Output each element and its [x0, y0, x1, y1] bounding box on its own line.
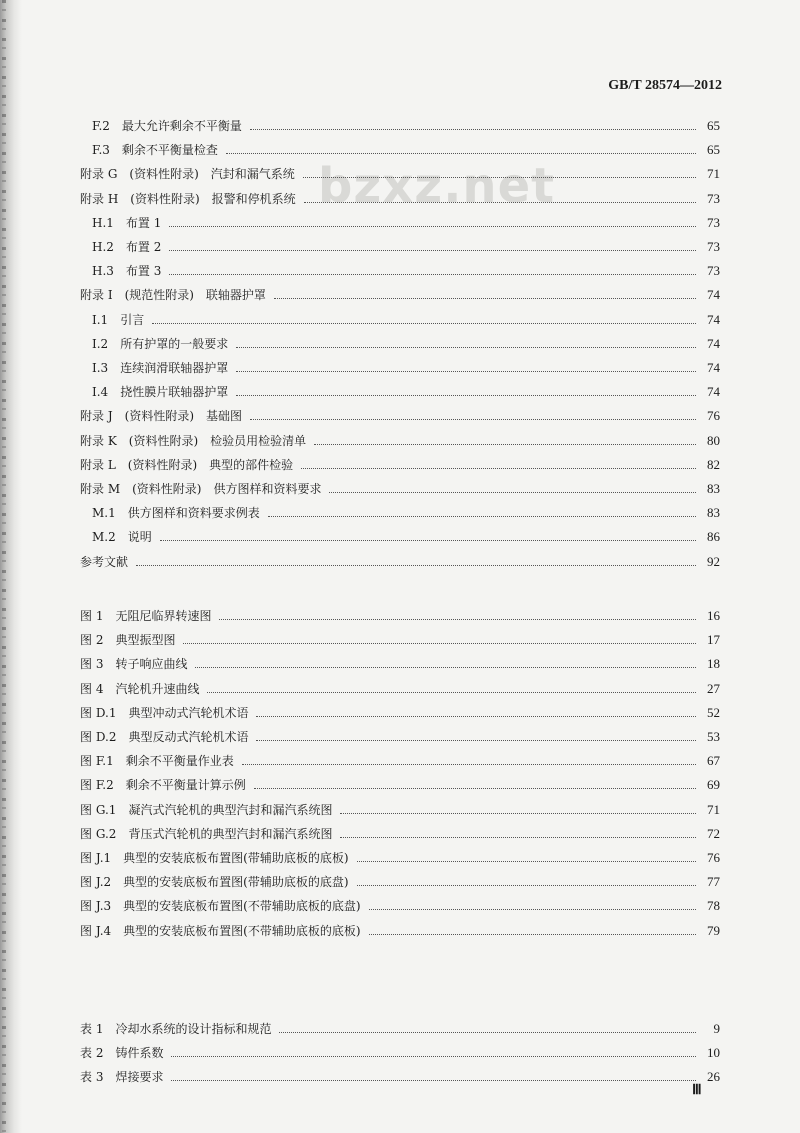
toc-entry [80, 773, 720, 793]
toc-entry-number: 附录 L [80, 457, 116, 472]
toc-entry-page: 16 [707, 608, 720, 623]
dot-leader [195, 666, 696, 668]
dot-leader [340, 812, 696, 814]
toc-entry-title: (资料性附录) 基础图 [124, 409, 243, 424]
dot-leader [171, 1055, 696, 1057]
toc-entry-page: 80 [707, 432, 720, 448]
toc-entry [80, 628, 720, 648]
toc-entry-title: 布置 2 [125, 240, 162, 254]
dot-leader [169, 225, 696, 227]
toc-entry-number: 表 1 [80, 1022, 104, 1036]
toc-entry-page: 74 [707, 335, 720, 351]
dot-leader [279, 1031, 696, 1033]
toc-entry [92, 332, 720, 352]
toc-entry-page: 69 [707, 777, 720, 793]
toc-entry-page: 74 [707, 360, 720, 375]
toc-entry-number: 图 J.3 [80, 899, 112, 914]
toc-entry [80, 677, 720, 697]
dot-leader [236, 394, 696, 396]
toc-entry-page: 9 [713, 1021, 720, 1036]
dot-leader [152, 322, 696, 324]
toc-entry-page: 73 [707, 239, 720, 254]
toc-entry-title: 无阻尼临界转速图 [115, 609, 212, 623]
toc-entry [80, 1041, 720, 1061]
toc-entry-title: 典型的安装底板布置图(不带辅助底板的底盘) [123, 899, 361, 914]
toc-entry-title: 说明 [127, 530, 152, 545]
toc-entry-page: 72 [707, 825, 720, 841]
toc-entry-title: 所有护罩的一般要求 [120, 336, 229, 351]
dot-leader [236, 370, 696, 372]
toc-entry-number: 图 D.1 [80, 705, 117, 720]
toc-entry-title: 布置 3 [125, 264, 162, 279]
toc-entry-number: 图 F.1 [80, 754, 114, 769]
toc-entry [92, 235, 720, 255]
dot-leader [250, 128, 696, 130]
toc-entry [80, 283, 720, 303]
toc-entry-number: 图 G.1 [80, 802, 117, 817]
toc-entry-title: 典型的安装底板布置图(不带辅助底板的底板) [123, 923, 361, 938]
toc-entry-page: 27 [707, 680, 720, 696]
toc-entry-number: M.1 [92, 506, 116, 521]
toc-entry-number: I.3 [92, 361, 109, 375]
toc-entry-number: H.3 [92, 264, 114, 279]
dot-leader [160, 539, 696, 541]
dot-leader [301, 467, 696, 469]
toc-entry-title: 连续润滑联轴器护罩 [120, 361, 229, 375]
toc-entry [92, 259, 720, 279]
dot-leader [268, 515, 696, 517]
toc-entry-number: H.1 [92, 215, 114, 230]
toc-entry-title: (资料性附录) 汽封和漏气系统 [129, 167, 295, 182]
dot-leader [369, 933, 696, 935]
toc-entry-title: 布置 1 [125, 215, 162, 230]
toc-entry-number: I.2 [92, 336, 109, 351]
dot-leader [236, 346, 696, 348]
toc-entry-title: 转子响应曲线 [115, 657, 188, 672]
toc-entry-page: 77 [707, 874, 720, 890]
toc-entry-title: (规范性附录) 联轴器护罩 [124, 288, 266, 303]
toc-entry-page: 67 [707, 753, 720, 769]
toc-entry-title: (资料性附录) 供方图样和资料要求 [132, 482, 322, 496]
toc-entry [92, 114, 720, 134]
toc-entry [80, 404, 720, 424]
toc-entry-page: 73 [707, 214, 720, 230]
toc-entry-title: 剩余不平衡量计算示例 [125, 778, 246, 793]
toc-entry-page: 52 [707, 704, 720, 720]
toc-entry [80, 550, 720, 570]
dot-leader [183, 642, 696, 644]
dot-leader [304, 201, 696, 203]
toc-entry-page: 78 [707, 898, 720, 914]
toc-entry-title: 铸件系数 [115, 1046, 164, 1061]
dot-leader [254, 787, 696, 789]
toc-entry-title: 背压式汽轮机的典型汽封和漏汽系统图 [128, 826, 333, 841]
toc-entry [80, 187, 720, 207]
toc-entry-page: 76 [707, 408, 720, 424]
toc-entry-number: 附录 J [80, 409, 113, 424]
dot-leader [136, 564, 696, 566]
toc-entry-page: 53 [707, 729, 720, 744]
toc-entry-number: I.1 [92, 312, 109, 327]
toc-entry-page: 74 [707, 287, 720, 303]
toc-entry [80, 1065, 720, 1085]
toc-entry-page: 86 [707, 529, 720, 545]
toc-entry-title: 参考文献 [80, 554, 129, 569]
toc-entry-title: 剩余不平衡量检查 [121, 143, 218, 158]
toc-entry-number: 附录 M [80, 482, 121, 496]
toc-entry-number: 图 F.2 [80, 778, 114, 793]
toc-entry [92, 501, 720, 521]
toc-entry-number: 图 G.2 [80, 826, 117, 841]
toc-entry-page: 73 [707, 263, 720, 279]
toc-entry-page: 65 [707, 142, 720, 158]
dot-leader [357, 884, 696, 886]
toc-entry-number: 图 J.2 [80, 875, 112, 890]
toc-entry-number: 图 D.2 [80, 730, 117, 744]
toc-entry [80, 429, 720, 449]
dot-leader [169, 249, 696, 251]
dot-leader [207, 691, 696, 693]
dot-leader [314, 443, 696, 445]
toc-entry-title: (资料性附录) 报警和停机系统 [130, 191, 296, 206]
scan-edge [0, 0, 22, 1133]
toc-entry [92, 138, 720, 158]
toc-entry-title: 汽轮机升速曲线 [115, 681, 200, 696]
toc-entry-number: H.2 [92, 240, 114, 254]
toc-entry-title: 典型振型图 [115, 633, 176, 648]
dot-leader [303, 176, 696, 178]
toc-entry [92, 308, 720, 328]
toc-entry-title: (资料性附录) 检验员用检验清单 [128, 433, 307, 448]
toc-entry-title: 典型反动式汽轮机术语 [128, 730, 249, 744]
dot-leader [329, 491, 696, 493]
toc-entry [80, 798, 720, 818]
dot-leader [357, 860, 696, 862]
page-number: Ⅲ [692, 1083, 702, 1098]
toc-entry-number: F.2 [92, 119, 110, 133]
toc-entry-number: 表 3 [80, 1070, 104, 1085]
toc-entry-number: 附录 I [80, 288, 113, 303]
toc-entry-number: 图 4 [80, 681, 104, 696]
dot-leader [340, 836, 696, 838]
toc-entry [80, 870, 720, 890]
toc-entry [92, 356, 720, 376]
toc-entry [80, 894, 720, 914]
dot-leader [242, 763, 696, 765]
toc-entry-page: 83 [707, 505, 720, 521]
toc-entry-number: 附录 K [80, 433, 117, 448]
toc-entry-page: 74 [707, 311, 720, 327]
toc-entry-number: 附录 H [80, 191, 119, 206]
toc-entry-title: 引言 [120, 312, 145, 327]
toc-entry-title: 剩余不平衡量作业表 [125, 754, 234, 769]
toc-entry-number: 图 2 [80, 633, 104, 648]
toc-entry-page: 71 [707, 166, 720, 182]
toc-entry-page: 18 [707, 656, 720, 672]
dot-leader [171, 1079, 696, 1081]
dot-leader [250, 418, 696, 420]
toc-entry [92, 525, 720, 545]
toc-entry-page: 74 [707, 384, 720, 400]
toc-entry-page: 65 [707, 118, 720, 133]
toc-entry-title: 最大允许剩余不平衡量 [121, 119, 242, 133]
toc-entry-page: 71 [707, 801, 720, 817]
toc-entry-number: 表 2 [80, 1046, 104, 1061]
dot-leader [256, 715, 696, 717]
toc-entry [80, 725, 720, 745]
toc-entry [80, 453, 720, 473]
toc-entry-number: 附录 G [80, 167, 118, 182]
toc-entry [80, 701, 720, 721]
toc-entry-number: 图 3 [80, 657, 104, 672]
toc-entry-number: F.3 [92, 143, 110, 158]
toc-entry-number: 图 J.4 [80, 923, 112, 938]
toc-entry [80, 162, 720, 182]
toc-entry-title: 挠性膜片联轴器护罩 [120, 385, 229, 400]
toc-entry-title: 典型的安装底板布置图(带辅助底板的底盘) [123, 875, 349, 890]
toc-entry [92, 211, 720, 231]
toc-entry [80, 604, 720, 624]
toc-entry-title: 冷却水系统的设计指标和规范 [115, 1022, 272, 1036]
watermark: bzxz.net [318, 158, 556, 214]
toc-entry-title: 供方图样和资料要求例表 [127, 506, 260, 521]
toc-entry-page: 83 [707, 481, 720, 496]
document-id: GB/T 28574—2012 [608, 78, 722, 93]
toc-entry-title: 典型冲动式汽轮机术语 [128, 705, 249, 720]
dot-leader [274, 297, 696, 299]
toc-entry-page: 17 [707, 632, 720, 648]
toc-entry-page: 76 [707, 850, 720, 865]
dot-leader [256, 739, 696, 741]
toc-entry-title: (资料性附录) 典型的部件检验 [127, 457, 294, 472]
toc-entry-number: 图 1 [80, 609, 104, 623]
toc-entry [80, 749, 720, 769]
toc-entry [80, 1017, 720, 1037]
toc-entry [80, 846, 720, 866]
toc-entry-page: 92 [707, 553, 720, 569]
toc-entry [92, 380, 720, 400]
toc-entry-number: I.4 [92, 385, 109, 400]
dot-leader [169, 273, 696, 275]
toc-entry-page: 82 [707, 456, 720, 472]
toc-entry-title: 典型的安装底板布置图(带辅助底板的底板) [123, 851, 349, 865]
toc-entry [80, 822, 720, 842]
toc-entry-page: 73 [707, 190, 720, 206]
toc-entry-title: 焊接要求 [115, 1070, 164, 1085]
toc-entry [80, 477, 720, 497]
toc-entry-page: 79 [707, 922, 720, 938]
toc-entry-title: 凝汽式汽轮机的典型汽封和漏汽系统图 [128, 802, 333, 817]
dot-leader [219, 618, 696, 620]
dot-leader [226, 152, 696, 154]
toc-entry-number: 图 J.1 [80, 851, 112, 865]
dot-leader [369, 908, 696, 910]
toc-entry-page: 10 [707, 1045, 720, 1061]
toc-entry [80, 652, 720, 672]
toc-entry [80, 919, 720, 939]
toc-entry-page: 26 [707, 1069, 720, 1085]
toc-entry-number: M.2 [92, 530, 116, 545]
